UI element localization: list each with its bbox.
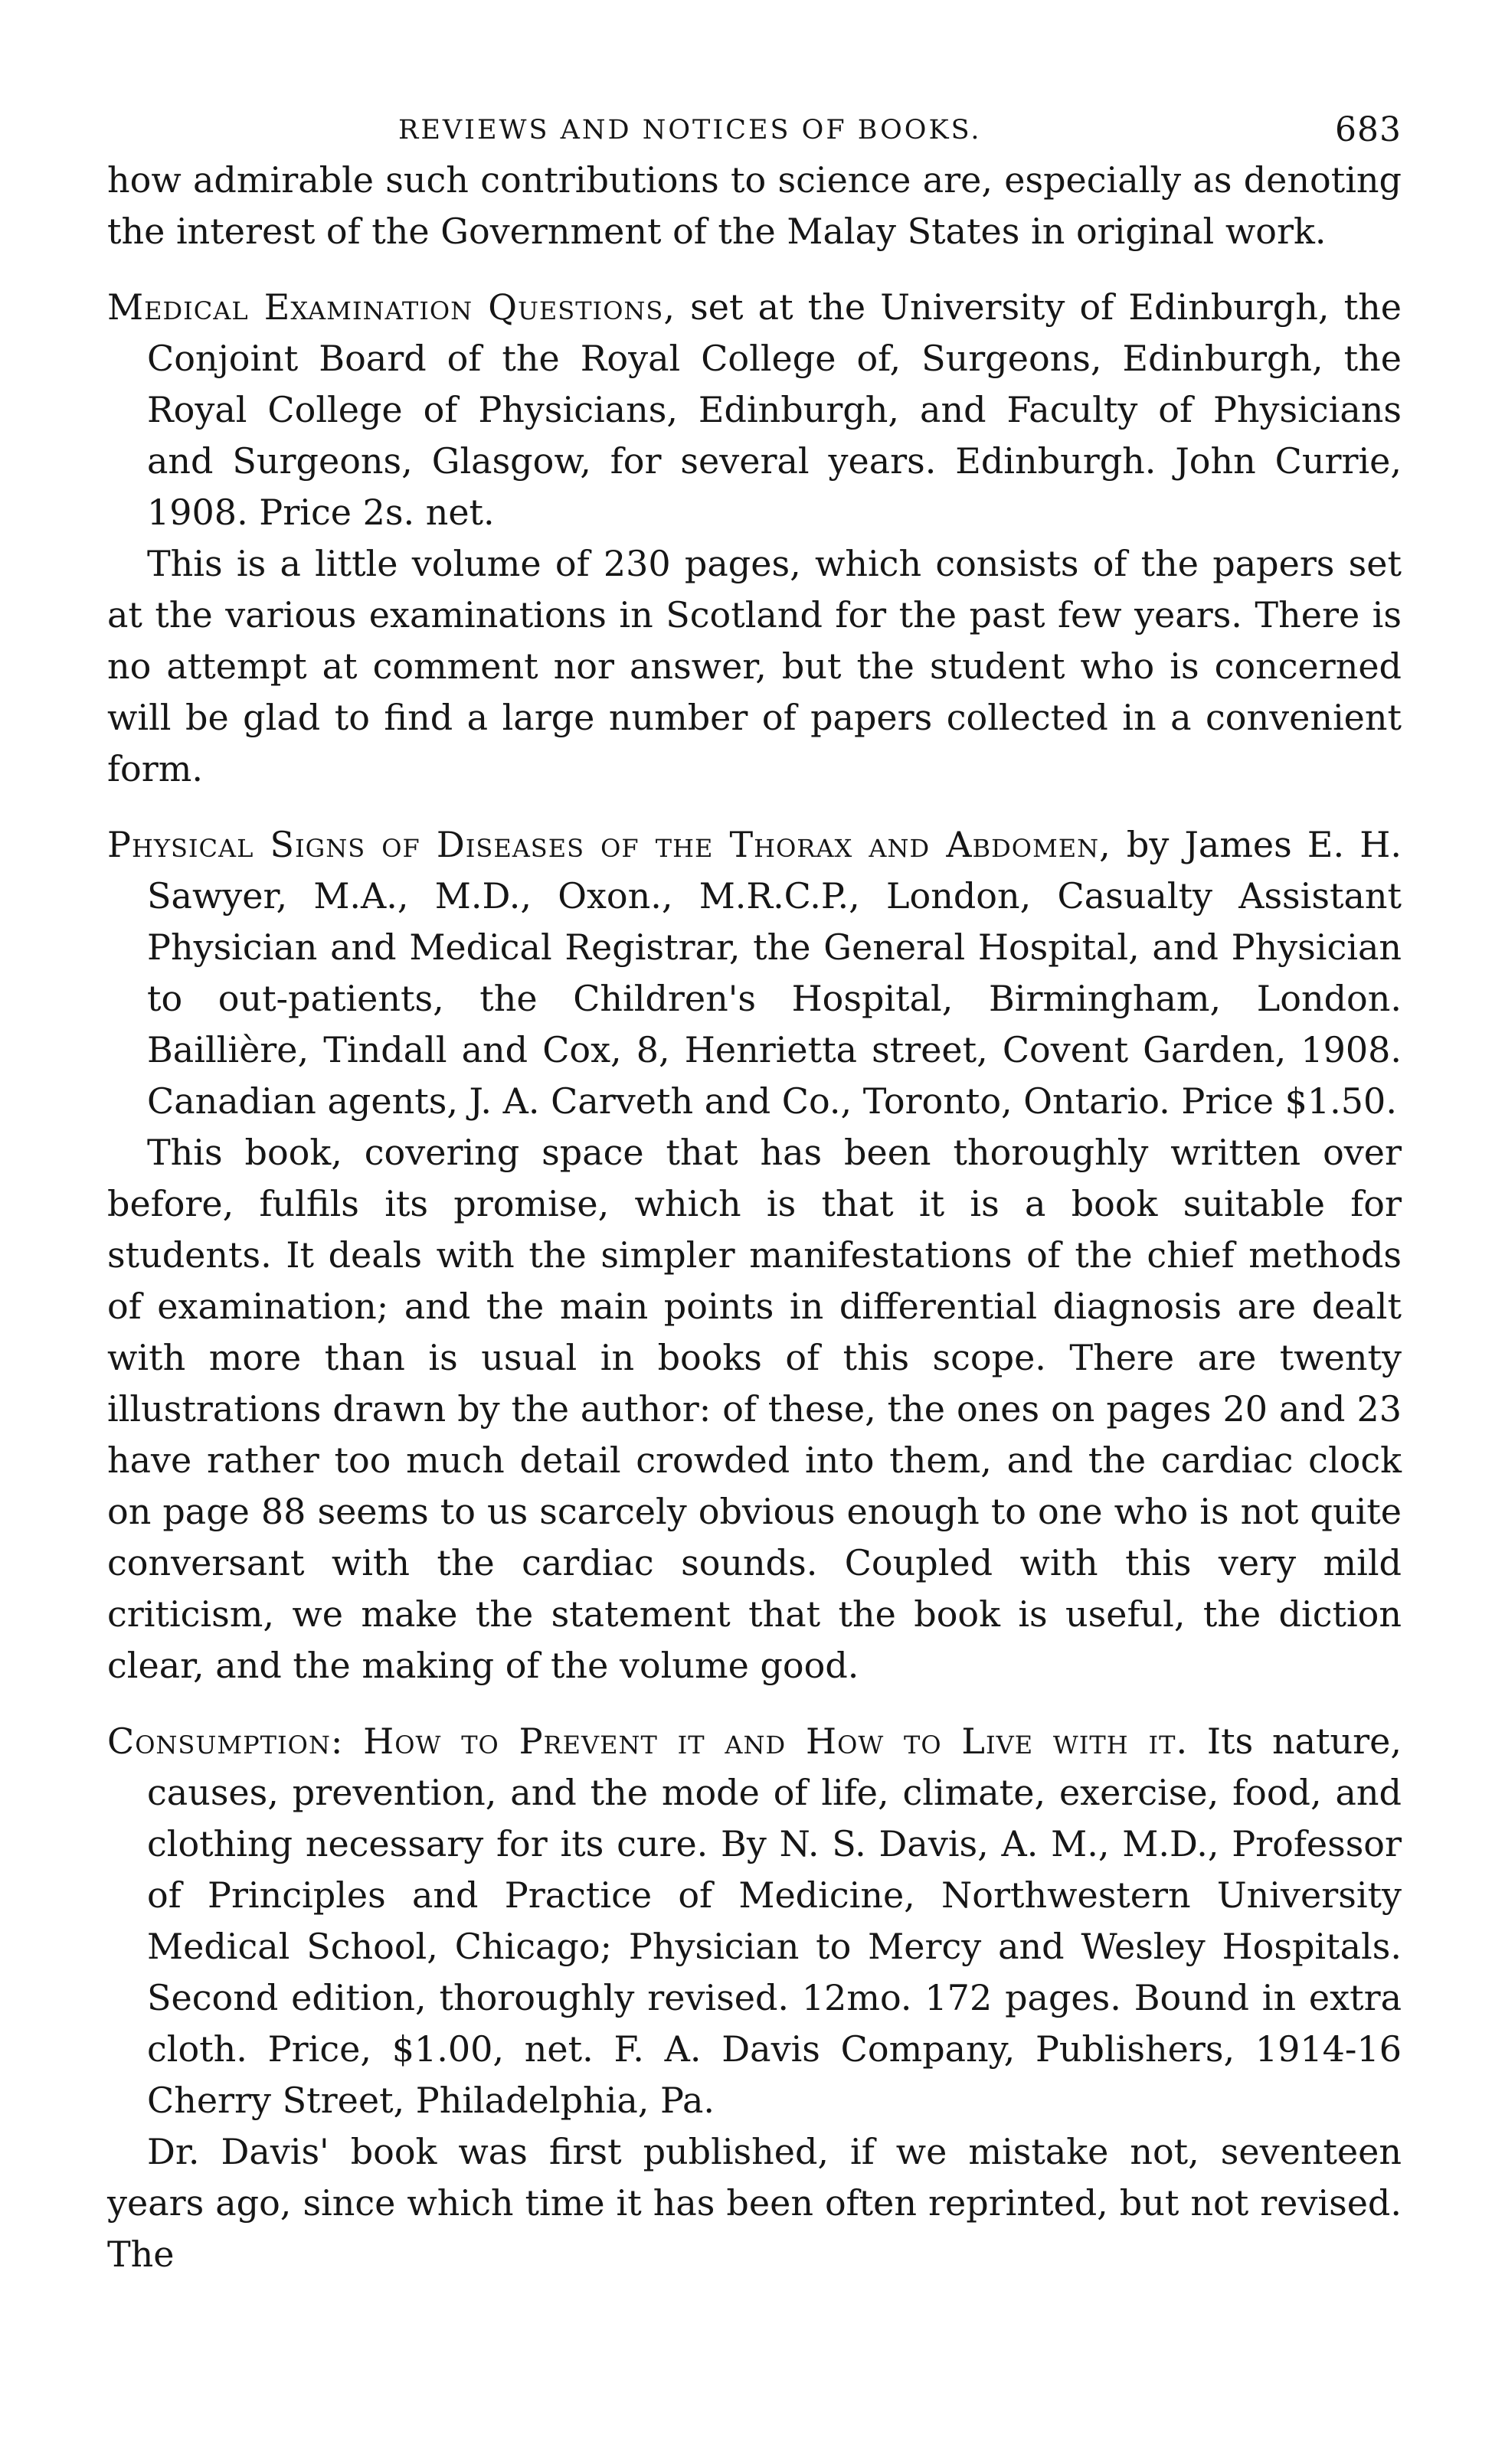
review-citation-text: set at the University of Edinburgh, the Conjoint Board of the Royal College of, Surgeons, Edinburgh, the Royal College of Physicians, Edinburgh, and Faculty of Physicians and Surgeons, Glasgow, for several years. Edinburgh. John Currie, 1908. Price 2s. net.	[147, 286, 1402, 533]
review-citation-text: Its nature, causes, prevention, and the mode of life, climate, exercise, food, and clothing necessary for its cure. By N. S. Davis, A. M., M.D., Professor of Principles and Practice of Medicine, Northwestern University Medical School, Chicago; Physician to Mercy and Wesley Hospitals. Second edition, thoroughly revised. 12mo. 172 pages. Bound in extra cloth. Price, $1.00, net. F. A. Davis Company, Publishers, 1914-16 Cherry Street, Philadelphia, Pa.	[147, 1721, 1402, 2121]
review-body: This book, covering space that has been thoroughly written over before, fulfils its promise, which is that it is a book suitable for students. It deals with the simpler manifestations of the chief methods of examination; and the main points in differential diagnosis are dealt with more than is usual in books of this scope. There are twenty illustrations drawn by the author: of these, the ones on pages 20 and 23 have rather too much detail crowded into them, and the cardiac clock on page 88 seems to us scarcely obvious enough to one who is not quite conversant with the cardiac sounds. Coupled with this very mild criticism, we make the statement that the book is useful, the diction clear, and the making of the volume good.	[107, 1132, 1402, 1686]
page-number: 683	[1335, 110, 1402, 149]
review-title: Consumption: How to Prevent it and How to Live with it.	[107, 1721, 1189, 1762]
review-citation-text: by James E. H. Sawyer, M.A., M.D., Oxon., M.R.C.P., London, Casualty Assistant Physician and Medical Registrar, the General Hospital, and Physician to out-patients, the Children's Hospital, Birmingham, London. Baillière, Tindall and Cox, 8, Henrietta street, Covent Garden, 1908. Canadian agents, J. A. Carveth and Co., Toronto, Ontario. Price $1.50.	[147, 824, 1402, 1122]
running-title: REVIEWS AND NOTICES OF BOOKS.	[398, 115, 982, 145]
running-head	[107, 106, 1402, 155]
review-body: Dr. Davis' book was first published, if we mistake not, seventeen years ago, since which time it has been often reprinted, but not revised. The	[107, 2131, 1402, 2275]
review-title: Physical Signs of Diseases of the Thorax and Abdomen,	[107, 824, 1111, 865]
page-body	[107, 155, 1402, 2280]
review-body: This is a little volume of 230 pages, which consists of the papers set at the various examinations in Scotland for the past few years. There is no attempt at comment nor answer, but the student who is concerned will be glad to find a large number of papers collected in a convenient form.	[107, 543, 1402, 789]
review-citation	[107, 1716, 1402, 2126]
continuation-paragraph: how admirable such contributions to science are, especially as denoting the interest of the Government of the Malay States in original work.	[107, 159, 1402, 252]
book-page	[107, 106, 1402, 2280]
review-title: Medical Examination Questions,	[107, 286, 676, 328]
review-citation	[107, 819, 1402, 1127]
review-citation	[107, 282, 1402, 538]
